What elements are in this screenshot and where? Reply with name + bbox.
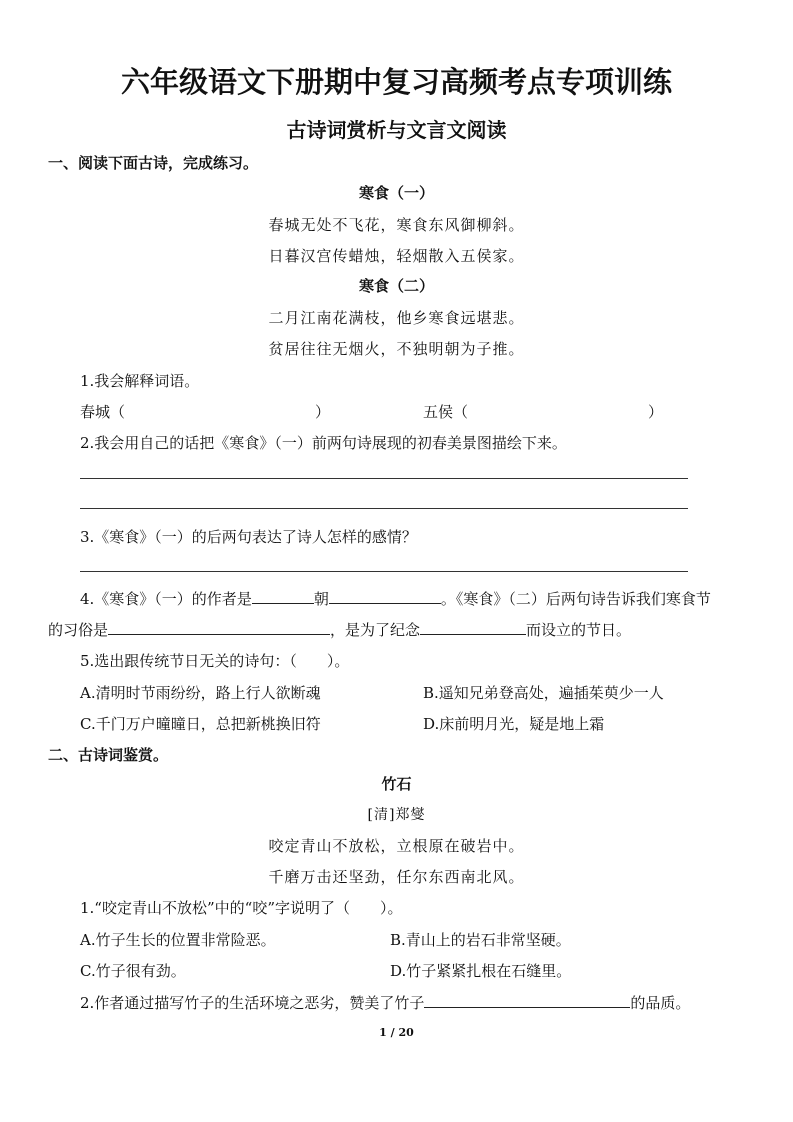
poem2-line-1: 二月江南花满枝，他乡寒食远堪悲。 xyxy=(268,309,525,327)
q4-part5: ，是为了纪念 xyxy=(330,621,421,639)
author-blank[interactable] xyxy=(252,589,314,604)
q4-part3: 。《寒食》（二）后两句诗告诉我们寒食节 xyxy=(440,590,711,608)
term2-label: 五侯（ xyxy=(423,403,469,421)
s2-q1-option-d[interactable]: D.竹子紧紧扎根在石缝里。 xyxy=(390,962,572,980)
poem3-title: 竹石 xyxy=(381,775,412,793)
s2-q1-option-b[interactable]: B.青山上的岩石非常坚硬。 xyxy=(390,931,571,949)
custom-blank[interactable] xyxy=(108,620,330,635)
s1-question-4-line2 xyxy=(48,619,631,640)
term2-close: ） xyxy=(648,403,664,421)
s2-q2-part2: 的品质。 xyxy=(630,994,691,1012)
s2-q1-option-a[interactable]: A.竹子生长的位置非常险恶。 xyxy=(80,931,276,949)
section2-heading: 二、古诗词鉴赏。 xyxy=(48,746,169,764)
poem3-author: [清]郑燮 xyxy=(367,807,426,823)
poem1-title: 寒食（一） xyxy=(358,184,434,202)
page-title: 六年级语文下册期中复习高频考点专项训练 xyxy=(120,65,672,99)
poem2-line-2: 贫居往往无烟火，不独明朝为子推。 xyxy=(268,340,525,358)
q4-part4: 的习俗是 xyxy=(48,621,109,639)
q4-part1: 4.《寒食》（一）的作者是 xyxy=(80,590,252,608)
poem1-line-2: 日暮汉宫传蜡烛，轻烟散入五侯家。 xyxy=(268,247,525,265)
answer-line[interactable] xyxy=(80,478,688,479)
s1-question-4-line1 xyxy=(80,588,711,609)
q4-part2: 朝 xyxy=(313,590,329,608)
s1-question-1: 1.我会解释词语。 xyxy=(80,372,200,390)
term1-label: 春城（ xyxy=(80,403,126,421)
s1-q5-option-c[interactable]: C.千门万户曈曈日，总把新桃换旧符 xyxy=(80,715,321,733)
quality-blank[interactable] xyxy=(424,993,630,1008)
s1-q5-option-a[interactable]: A.清明时节雨纷纷，路上行人欲断魂 xyxy=(80,684,321,702)
s1-q5-option-b[interactable]: B.遥知兄弟登高处，遍插茱萸少一人 xyxy=(423,684,664,702)
s2-q1-option-c[interactable]: C.竹子很有劲。 xyxy=(80,962,186,980)
answer-line[interactable] xyxy=(80,571,688,572)
page-subtitle: 古诗词赏析与文言文阅读 xyxy=(286,118,507,142)
poem3-line-1: 咬定青山不放松，立根原在破岩中。 xyxy=(268,837,525,855)
term1-close: ） xyxy=(315,403,331,421)
s1-q5-option-d[interactable]: D.床前明月光，疑是地上霜 xyxy=(423,715,605,733)
q4-part6: 而设立的节日。 xyxy=(526,621,632,639)
author-name-blank[interactable] xyxy=(329,589,441,604)
poem2-title: 寒食（二） xyxy=(358,277,434,295)
poem3-line-2: 千磨万击还坚劲，任尔东西南北风。 xyxy=(268,868,525,886)
s1-question-5: 5.选出跟传统节日无关的诗句：（ ）。 xyxy=(80,652,350,670)
s1-question-2: 2.我会用自己的话把《寒食》（一）前两句诗展现的初春美景图描绘下来。 xyxy=(80,434,567,452)
s2-question-2 xyxy=(80,992,690,1013)
s1-q1-term2 xyxy=(423,401,663,422)
s1-q1-term1 xyxy=(80,401,330,422)
page-number: 1 / 20 xyxy=(379,1026,414,1039)
memorial-blank[interactable] xyxy=(420,620,526,635)
poem1-line-1: 春城无处不飞花，寒食东风御柳斜。 xyxy=(268,216,525,234)
s2-q2-part1: 2.作者通过描写竹子的生活环境之恶劣，赞美了竹子 xyxy=(80,994,425,1012)
section1-heading: 一、阅读下面古诗，完成练习。 xyxy=(48,154,259,172)
answer-line[interactable] xyxy=(80,508,688,509)
s2-question-1: 1.“咬定青山不放松”中的“咬”字说明了（ ）。 xyxy=(80,899,403,917)
s1-question-3: 3.《寒食》（一）的后两句表达了诗人怎样的感情？ xyxy=(80,528,417,546)
